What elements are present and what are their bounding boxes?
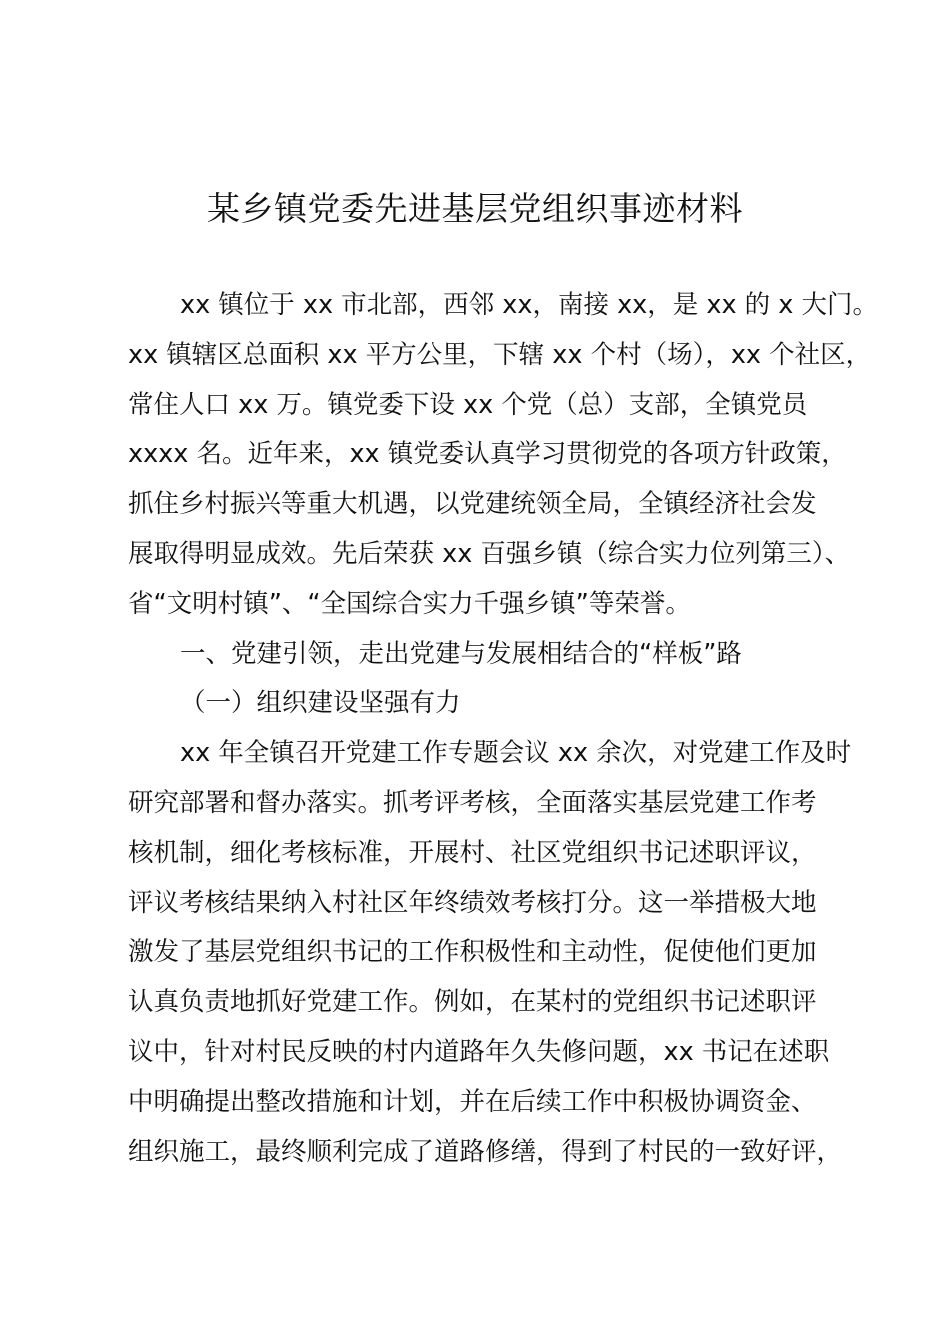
text-line: 中明确提出整改措施和计划，并在后续工作中积极协调资金、	[128, 1086, 817, 1117]
text-line: 激发了基层党组织书记的工作积极性和主动性，促使他们更加	[128, 937, 817, 968]
section-heading: 一、党建引领，走出党建与发展相结合的“样板”路	[180, 638, 742, 669]
document-title: 某乡镇党委先进基层党组织事迹材料	[207, 189, 743, 228]
text-line: xx 镇辖区总面积 xx 平方公里，下辖 xx 个村（场），xx 个社区，	[128, 339, 872, 370]
text-line: 抓住乡村振兴等重大机遇，以党建统领全局，全镇经济社会发	[128, 489, 817, 520]
text-line: xx 镇位于 xx 市北部，西邻 xx，南接 xx，是 xx 的 x 大门。	[180, 290, 878, 320]
text-line: 常住人口 xx 万。镇党委下设 xx 个党（总）支部，全镇党员	[128, 389, 808, 420]
text-line: 议中，针对村民反映的村内道路年久失修问题，xx 书记在述职	[128, 1036, 830, 1067]
document-body	[128, 285, 878, 1181]
text-line: xx 年全镇召开党建工作专题会议 xx 余次，对党建工作及时	[180, 738, 852, 769]
text-line: 省“文明村镇”、“全国综合实力千强乡镇”等荣誉。	[128, 588, 691, 619]
text-line: 展取得明显成效。先后荣获 xx 百强乡镇（综合实力位列第三）、	[128, 538, 851, 569]
subsection-heading: （一）组织建设坚强有力	[180, 688, 461, 719]
text-line: 评议考核结果纳入村社区年终绩效考核打分。这一举措极大地	[128, 887, 817, 918]
text-line: 认真负责地抓好党建工作。例如，在某村的党组织书记述职评	[128, 987, 817, 1018]
text-line: 组织施工，最终顺利完成了道路修缮，得到了村民的一致好评，	[128, 1136, 843, 1167]
text-line: 核机制，细化考核标准，开展村、社区党组织书记述职评议，	[128, 837, 817, 868]
text-line: 研究部署和督办落实。抓考评考核，全面落实基层党建工作考	[128, 787, 817, 818]
text-line: xxxx 名。近年来，xx 镇党委认真学习贯彻党的各项方针政策，	[128, 439, 847, 470]
